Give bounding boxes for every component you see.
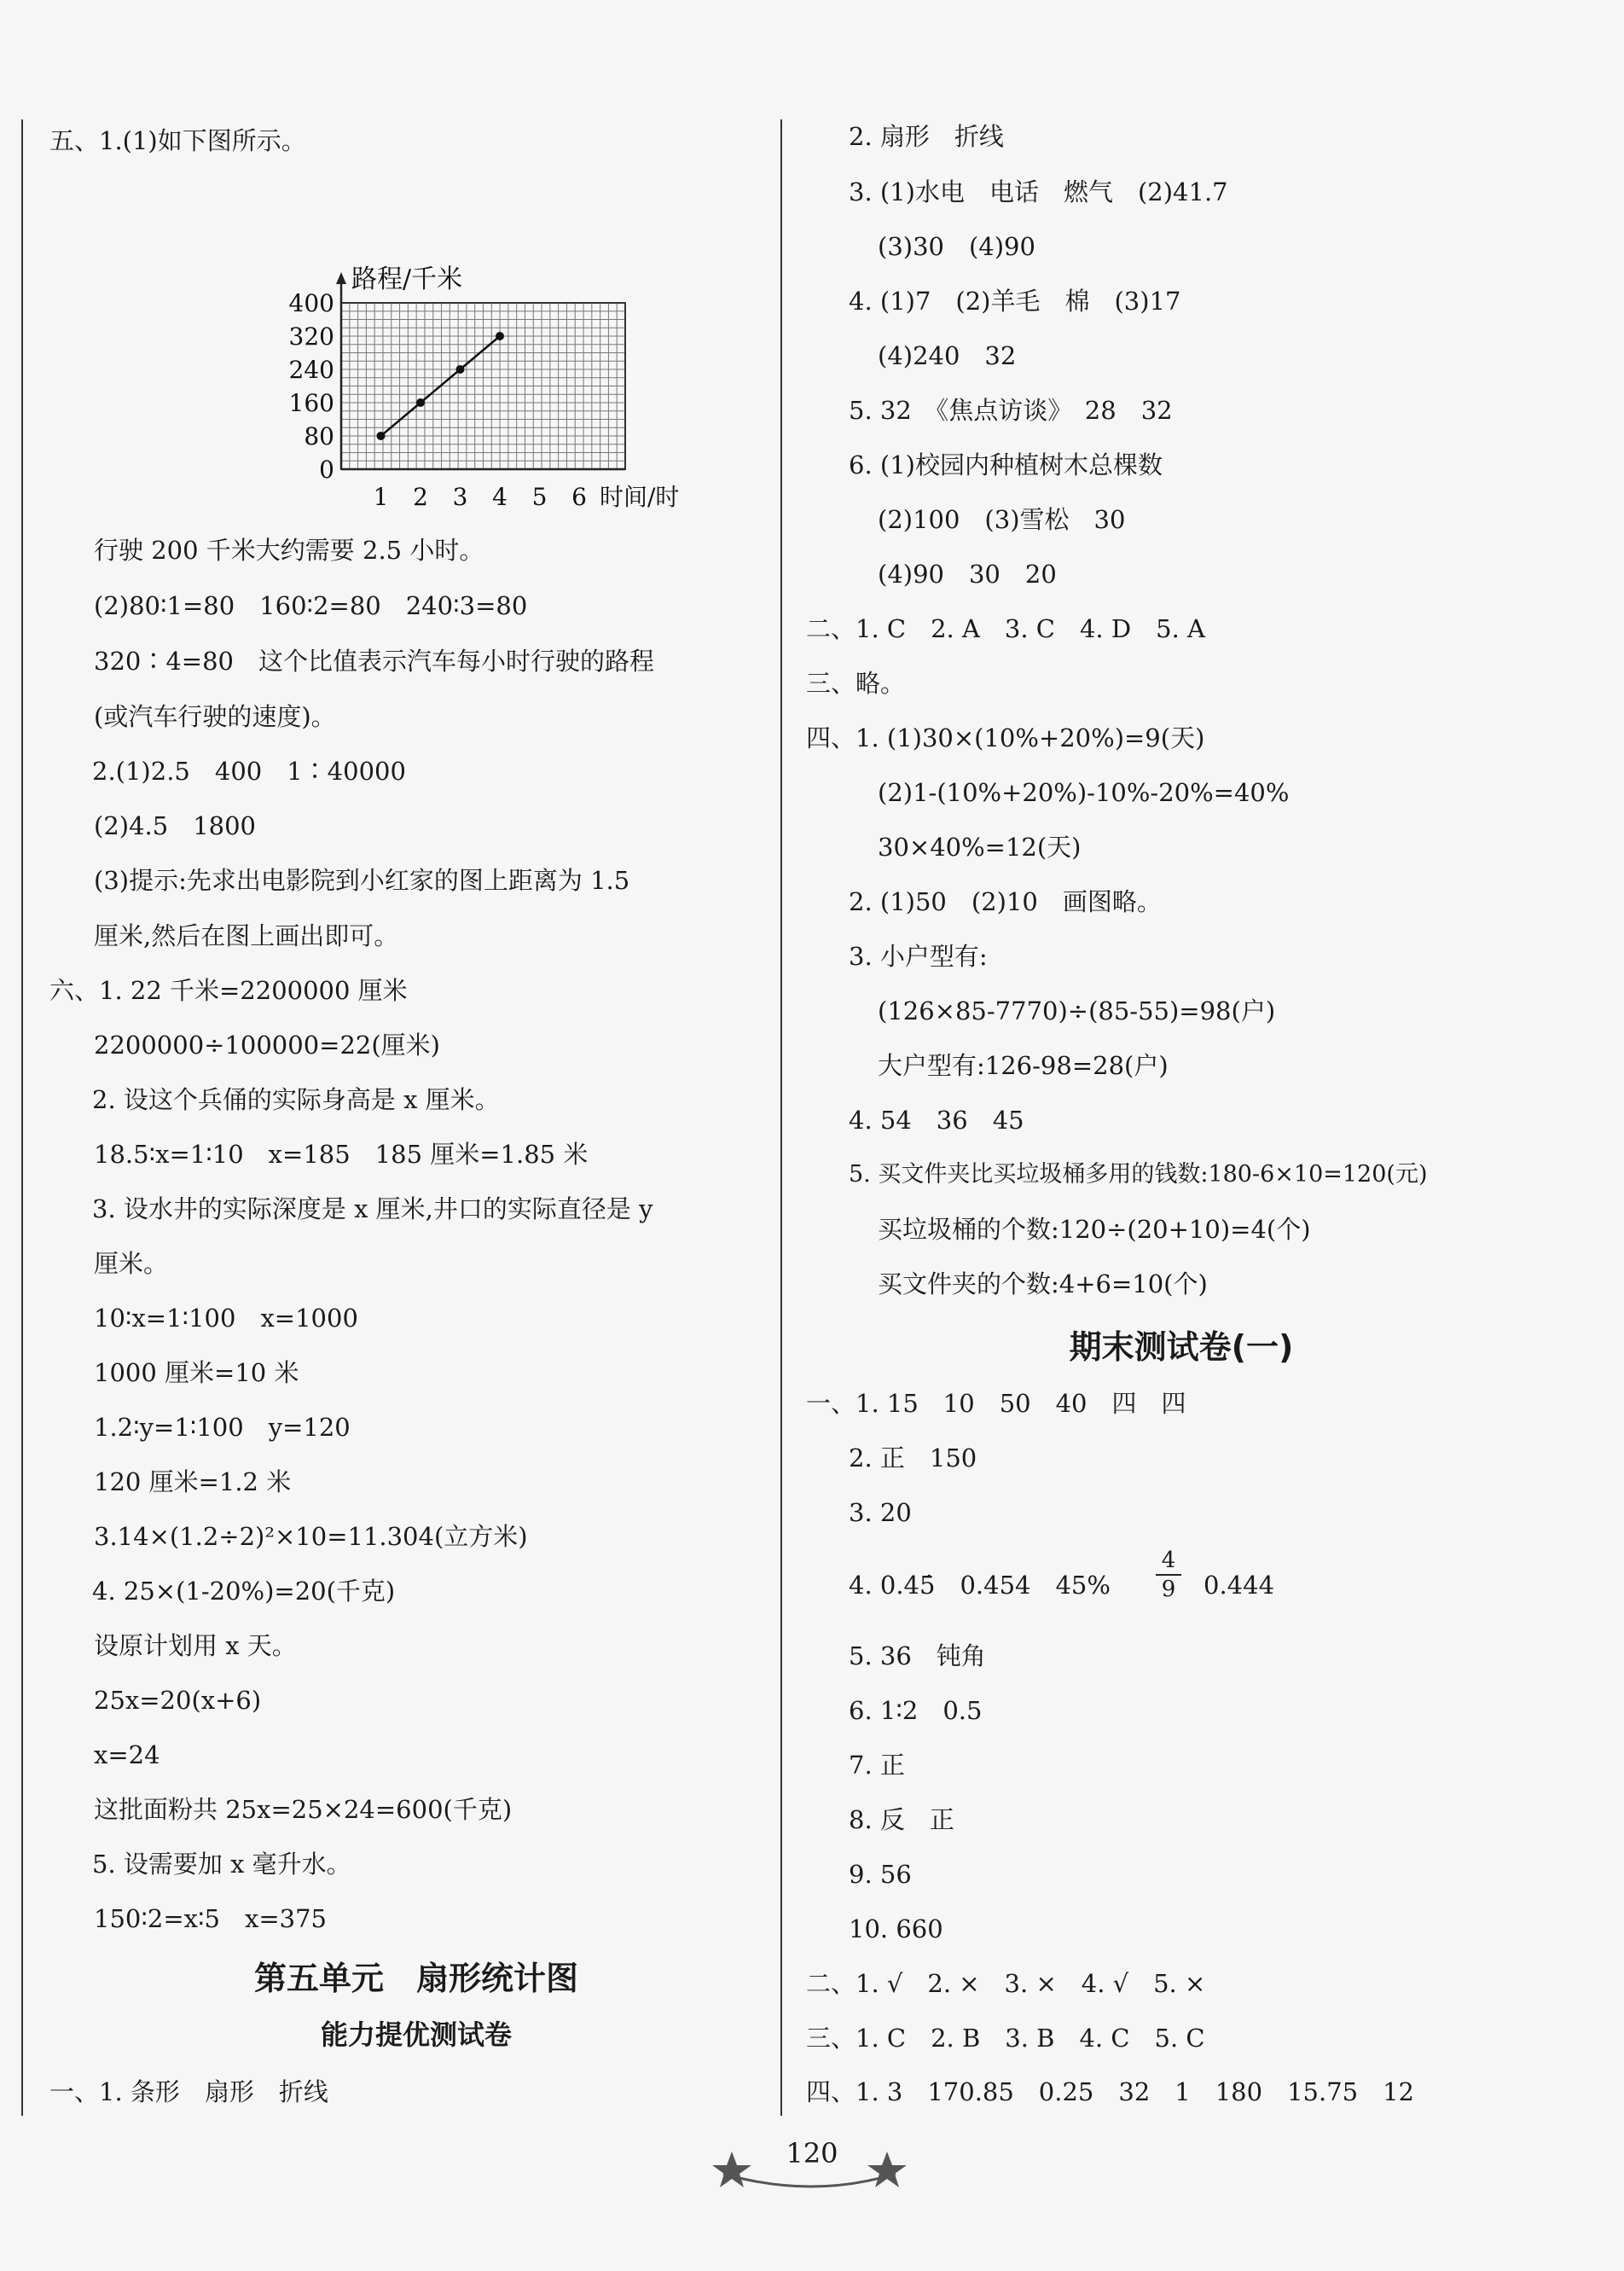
- answer-line: 买文件夹的个数:4+6=10(个): [878, 1269, 1208, 1298]
- answer-line: 4. 0.45̇ 0.454 45%: [849, 1571, 1111, 1600]
- answer-line: 3. 小户型有:: [849, 942, 988, 971]
- y-tick-label: 400: [288, 289, 334, 317]
- y-tick-label: 240: [288, 356, 334, 384]
- y-tick-label: 80: [304, 422, 334, 450]
- y-tick-label: 160: [288, 389, 334, 417]
- answer-line: 行驶 200 千米大约需要 2.5 小时。: [94, 536, 484, 565]
- section-subheading: 能力提优测试卷: [320, 2018, 512, 2051]
- answer-line: 0.444: [1204, 1571, 1275, 1600]
- x-tick-label: 5: [531, 483, 548, 511]
- y-axis-label: 路程/千米: [351, 264, 463, 294]
- x-tick-label: 4: [492, 483, 508, 511]
- answer-line: 2. (1)50 (2)10 画图略。: [849, 887, 1162, 916]
- section-heading: 第五单元 扇形统计图: [253, 1960, 578, 1997]
- answer-line: 7. 正: [849, 1751, 905, 1780]
- answer-line: 大户型有:126-98=28(户): [878, 1051, 1169, 1080]
- answer-line: 150∶2=x∶5 x=375: [94, 1904, 328, 1933]
- answer-line: 5. 买文件夹比买垃圾桶多用的钱数:180-6×10=120(元): [849, 1161, 1428, 1188]
- data-point: [496, 332, 504, 340]
- distance-time-chart: [220, 183, 698, 542]
- answer-line: 2. 设这个兵俑的实际身高是 x 厘米。: [92, 1085, 500, 1114]
- answer-line: 120 厘米=1.2 米: [94, 1467, 292, 1496]
- fraction-four-ninths: [1156, 1548, 1181, 1601]
- answer-line: 6. 1∶2 0.5: [849, 1696, 983, 1725]
- chart-ticks: [289, 289, 680, 511]
- answer-line: 六、1. 22 千米=2200000 厘米: [49, 976, 408, 1005]
- answer-line: 9. 56: [849, 1860, 912, 1889]
- answer-line: 三、略。: [806, 669, 906, 698]
- answer-line: 5. 设需要加 x 毫升水。: [92, 1850, 351, 1879]
- answer-line: 3. (1)水电 电话 燃气 (2)41.7: [849, 177, 1228, 206]
- data-point: [456, 365, 465, 374]
- answer-line: (4)240 32: [878, 341, 1017, 370]
- answer-line: (2)100 (3)雪松 30: [878, 505, 1126, 534]
- answer-line: 30×40%=12(天): [878, 833, 1082, 862]
- answer-line: 8. 反 正: [849, 1805, 954, 1834]
- answer-line: 18.5∶x=1∶10 x=185 185 厘米=1.85 米: [94, 1140, 589, 1169]
- answer-line: 3. 20: [849, 1498, 912, 1527]
- answer-line: 4. 54 36 45: [849, 1106, 1024, 1135]
- answer-line: 4. (1)7 (2)羊毛 棉 (3)17: [849, 287, 1181, 316]
- answer-line: 320∶4=80 这个比值表示汽车每小时行驶的路程: [94, 647, 655, 676]
- answer-line: (2)1-(10%+20%)-10%-20%=40%: [878, 778, 1290, 807]
- chart-grid: [341, 303, 625, 469]
- answer-line: 2.(1)2.5 400 1∶40000: [92, 757, 406, 786]
- answer-line: (126×85-7770)÷(85-55)=98(户): [878, 996, 1276, 1025]
- answer-line: 四、1. 3 170.85 0.25 32 1 180 15.75 12: [806, 2077, 1415, 2106]
- y-tick-label: 320: [288, 322, 334, 351]
- answer-line: x=24: [94, 1740, 160, 1769]
- answer-line: 这批面粉共 25x=25×24=600(千克): [94, 1795, 513, 1824]
- answer-line: (或汽车行驶的速度)。: [94, 702, 336, 731]
- answer-line: (4)90 30 20: [878, 560, 1057, 589]
- answer-line: 五、1.(1)如下图所示。: [49, 126, 306, 155]
- y-tick-label: 0: [319, 456, 334, 484]
- answer-line: 3.14×(1.2÷2)²×10=11.304(立方米): [94, 1522, 528, 1551]
- column-divider: [780, 119, 782, 2116]
- answer-line: 25x=20(x+6): [94, 1686, 262, 1715]
- answer-line: 厘米,然后在图上画出即可。: [94, 921, 399, 950]
- answer-line: 一、1. 15 10 50 40 四 四: [806, 1389, 1186, 1418]
- answer-line: 2200000÷100000=22(厘米): [94, 1031, 440, 1060]
- answer-line: 1000 厘米=10 米: [94, 1358, 299, 1387]
- answer-line: 5. 32 《焦点访谈》 28 32: [849, 396, 1173, 425]
- answer-line: 10. 660: [849, 1914, 943, 1943]
- answer-line: 买垃圾桶的个数:120÷(20+10)=4(个): [878, 1215, 1311, 1244]
- answer-line: 4. 25×(1-20%)=20(千克): [92, 1577, 396, 1606]
- answer-line: (2)80∶1=80 160∶2=80 240∶3=80: [94, 591, 528, 620]
- answer-line: 二、1. √ 2. × 3. × 4. √ 5. ×: [806, 1969, 1206, 1998]
- data-point: [377, 432, 386, 440]
- exam-heading: 期末测试卷(一): [1069, 1328, 1294, 1366]
- data-point: [416, 398, 425, 407]
- answer-line: 3. 设水井的实际深度是 x 厘米,井口的实际直径是 y: [92, 1194, 653, 1223]
- answer-line: 2. 正 150: [849, 1443, 977, 1472]
- answer-line: (3)30 (4)90: [878, 232, 1035, 261]
- page-number: 120: [786, 2137, 838, 2169]
- x-tick-label: 6: [571, 483, 587, 511]
- x-axis-label: 时间/时: [600, 483, 680, 511]
- fraction-bar: [1156, 1574, 1181, 1576]
- answer-line: (3)提示:先求出电影院到小红家的图上距离为 1.5: [94, 866, 630, 895]
- answer-line: 1.2∶y=1∶100 y=120: [94, 1413, 351, 1442]
- answer-line: 一、1. 条形 扇形 折线: [49, 2077, 328, 2106]
- fraction-denominator: 9: [1161, 1577, 1176, 1602]
- left-margin-rule: [21, 119, 23, 2116]
- answer-line: (2)4.5 1800: [94, 811, 257, 840]
- x-tick-label: 2: [413, 483, 428, 511]
- y-axis-arrow: [336, 272, 346, 284]
- x-tick-label: 3: [452, 483, 468, 511]
- answer-line: 四、1. (1)30×(10%+20%)=9(天): [806, 723, 1205, 752]
- answer-line: 设原计划用 x 天。: [94, 1631, 297, 1660]
- x-tick-label: 1: [373, 483, 389, 511]
- answer-line: 5. 36 钝角: [849, 1641, 986, 1670]
- answer-line: 2. 扇形 折线: [849, 122, 1004, 151]
- answer-line: 二、1. C 2. A 3. C 4. D 5. A: [806, 614, 1205, 643]
- answer-line: 厘米。: [94, 1249, 169, 1278]
- answer-line: 10∶x=1∶100 x=1000: [94, 1304, 358, 1333]
- footer-swoosh: [723, 2174, 896, 2187]
- answer-line: 三、1. C 2. B 3. B 4. C 5. C: [806, 2024, 1205, 2053]
- answer-line: 6. (1)校园内种植树木总棵数: [849, 450, 1163, 479]
- fraction-numerator: 4: [1161, 1548, 1176, 1573]
